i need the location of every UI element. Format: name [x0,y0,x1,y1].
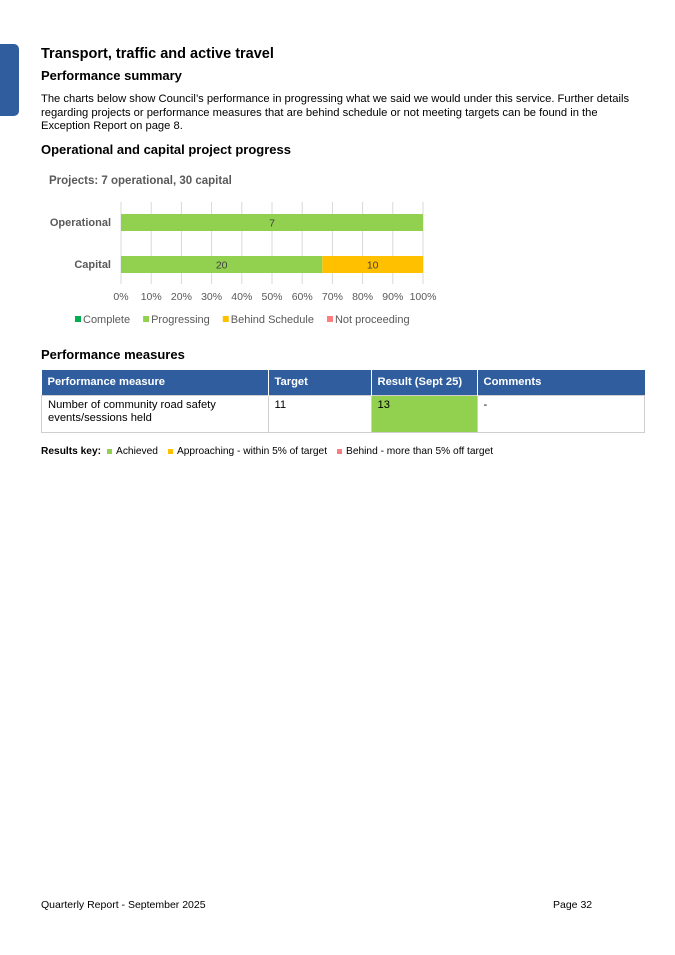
legend-label: Progressing [151,314,210,326]
x-tick-label: 20% [170,291,192,303]
legend-swatch [143,316,149,322]
result-cell: 13 [371,396,477,433]
summary-heading: Performance summary [41,68,182,83]
data-label: 10 [366,259,379,272]
footer-report-name: Quarterly Report - September 2025 [41,899,206,911]
x-tick-label: 90% [382,291,404,303]
measures-heading: Performance measures [41,347,185,362]
x-tick-label: 30% [201,291,223,303]
key-approaching: Approaching - within 5% of target [176,446,328,457]
x-tick-label: 80% [352,291,374,303]
col-header-target: Target [268,370,371,396]
target-cell: 11 [268,396,371,433]
legend-label: Not proceeding [334,314,410,326]
x-tick-label: 0% [113,291,129,303]
category-label: Capital [74,259,111,271]
project-progress-chart [0,0,675,340]
chart-title: Projects: 7 operational, 30 capital [49,175,232,187]
performance-table [41,370,645,433]
table-row [42,396,645,433]
x-tick-label: 40% [231,291,253,303]
col-header-measure: Performance measure [42,370,269,396]
x-tick-label: 100% [409,291,437,303]
data-label: 7 [269,217,275,230]
legend-label: Complete [83,314,131,326]
legend-label: Behind Schedule [230,314,314,326]
col-header-result: Result (Sept 25) [371,370,477,396]
x-tick-label: 50% [261,291,283,303]
x-tick-label: 10% [140,291,162,303]
legend-swatch [75,316,81,322]
results-key [41,446,493,457]
x-tick-label: 60% [291,291,313,303]
legend-swatch [327,316,333,322]
legend-swatch [223,316,229,322]
key-achieved: Achieved [116,446,158,457]
behind-swatch [337,449,342,454]
table-header-row [42,370,645,396]
progress-heading: Operational and capital project progress [41,142,291,157]
key-behind: Behind - more than 5% off target [346,446,494,457]
data-label: 20 [215,259,228,272]
intro-paragraph: The charts below show Council’s performance in progressing what we said we would under this service. Further details regarding projects or performance measures that are behind schedule or not meeting targets can be found in the Exception Report on page 8. [41,93,630,133]
approaching-swatch [168,449,173,454]
footer-page-number: Page 32 [553,899,593,911]
achieved-swatch [107,449,112,454]
category-label: Operational [49,217,111,229]
page-title: Transport, traffic and active travel [41,46,274,62]
comments-cell: - [477,396,645,433]
measure-cell: Number of community road safety events/sessions held [42,396,269,433]
x-tick-label: 70% [321,291,343,303]
results-key-label: Results key: [41,446,102,457]
col-header-comments: Comments [477,370,645,396]
